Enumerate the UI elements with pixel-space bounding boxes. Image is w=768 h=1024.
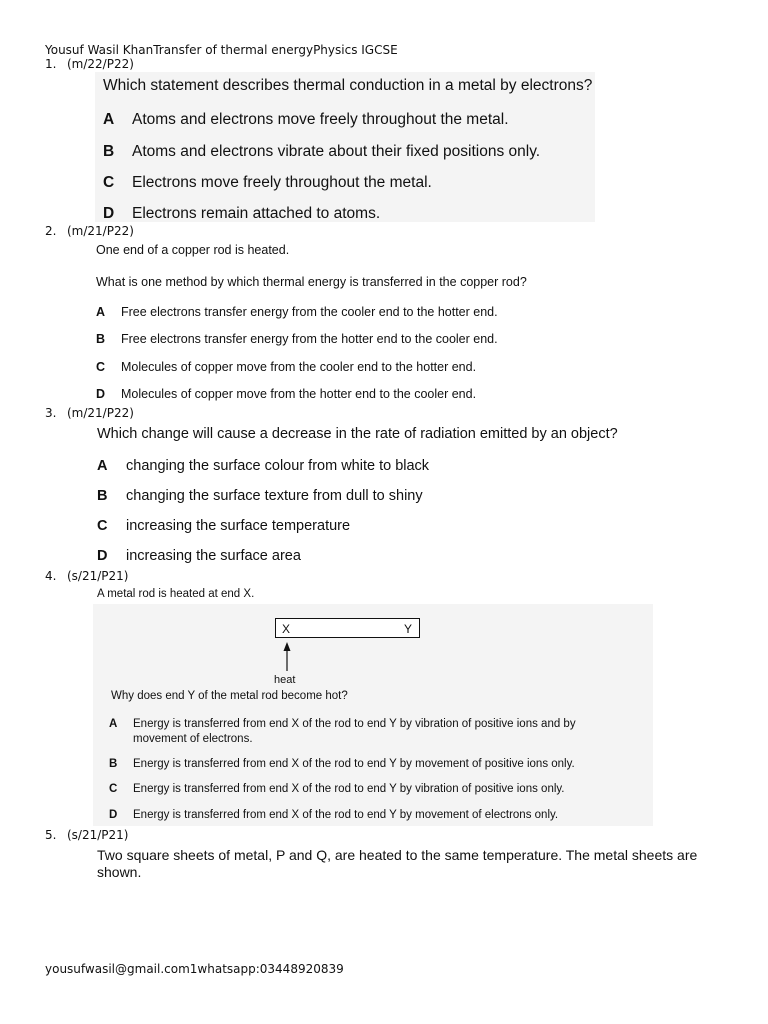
question-stem: One end of a copper rod is heated. (96, 243, 290, 257)
question-source: (m/22/P22) (67, 57, 134, 71)
heat-label: heat (274, 674, 296, 686)
option-letter: A (103, 111, 115, 128)
option-letter: A (109, 718, 118, 730)
option-d (103, 205, 403, 219)
question-number: 3. (45, 406, 57, 420)
option-text: Energy is transferred from end X of the rod to end Y by movement of electrons only. (133, 809, 559, 821)
question-number: 4. (45, 569, 57, 583)
option-text: Free electrons transfer energy from the hotter end to the cooler end. (121, 332, 498, 346)
question-number: 2. (45, 224, 57, 238)
question-3-number (45, 406, 134, 420)
option-text: Free electrons transfer energy from the cooler end to the hotter end. (121, 305, 498, 319)
option-letter: D (109, 809, 118, 821)
option-letter: D (103, 205, 115, 219)
option-text: Energy is transferred from end X of the rod to end Y by vibration of positive ions and by (133, 718, 576, 730)
heat-arrow-head (284, 642, 291, 651)
page-header: Yousuf Wasil KhanTransfer of thermal energyPhysics IGCSE (45, 43, 398, 57)
option-text: Molecules of copper move from the hotter end to the cooler end. (121, 387, 477, 401)
option-letter: B (103, 143, 115, 160)
question-stem: Which change will cause a decrease in the rate of radiation emitted by an object? (97, 426, 618, 442)
option-letter: B (109, 758, 118, 770)
option-letter: C (97, 518, 108, 534)
rod-diagram (270, 615, 430, 690)
question-2-number (45, 224, 134, 238)
option-text: changing the surface colour from white to black (126, 458, 430, 474)
end-y-label: Y (404, 622, 413, 636)
option-text: Electrons move freely throughout the metal. (132, 174, 432, 191)
metal-rod (276, 619, 420, 638)
question-stem-2: shown. (97, 864, 142, 877)
option-text: Molecules of copper move from the cooler end to the hotter end. (121, 360, 477, 374)
option-text: increasing the surface area (126, 548, 301, 564)
option-text: Atoms and electrons vibrate about their fixed positions only. (132, 143, 541, 160)
question-source: (s/21/P21) (67, 828, 129, 842)
question-number: 1. (45, 57, 57, 71)
option-text: changing the surface texture from dull to shiny (126, 488, 423, 504)
question-stem-2: What is one method by which thermal energy is transferred in the copper rod? (96, 275, 527, 289)
end-x-label: X (282, 622, 291, 636)
option-letter: D (97, 548, 108, 564)
question-stem-2: Why does end Y of the metal rod become hot? (111, 690, 348, 702)
option-letter: C (96, 360, 106, 374)
question-stem: A metal rod is heated at end X. (97, 588, 255, 600)
question-number: 5. (45, 828, 57, 842)
option-text: Electrons remain attached to atoms. (132, 205, 381, 219)
question-source: (m/21/P22) (67, 224, 134, 238)
option-letter: D (96, 387, 106, 401)
option-letter: A (97, 458, 108, 474)
option-letter: B (97, 488, 108, 504)
option-letter: A (96, 305, 106, 319)
option-letter: C (109, 783, 118, 795)
question-1-number (45, 57, 134, 71)
question-5-number (45, 828, 128, 842)
option-text: Energy is transferred from end X of the rod to end Y by vibration of positive ions only. (133, 783, 565, 795)
question-4-number (45, 569, 128, 583)
option-letter: B (96, 332, 106, 346)
option-text: increasing the surface temperature (126, 518, 351, 534)
option-letter: C (103, 174, 115, 191)
option-text-continued: movement of electrons. (133, 733, 253, 745)
option-text: Atoms and electrons move freely throughout the metal. (132, 111, 509, 128)
question-source: (s/21/P21) (67, 569, 129, 583)
page-footer: yousufwasil@gmail.com1whatsapp:03448920839 (45, 962, 344, 976)
question-source: (m/21/P22) (67, 406, 134, 420)
question-stem: Which statement describes thermal conduction in a metal by electrons? (103, 77, 593, 94)
option-text: Energy is transferred from end X of the rod to end Y by movement of positive ions only. (133, 758, 575, 770)
question-stem: Two square sheets of metal, P and Q, are heated to the same temperature. The metal sheets are (97, 847, 698, 863)
